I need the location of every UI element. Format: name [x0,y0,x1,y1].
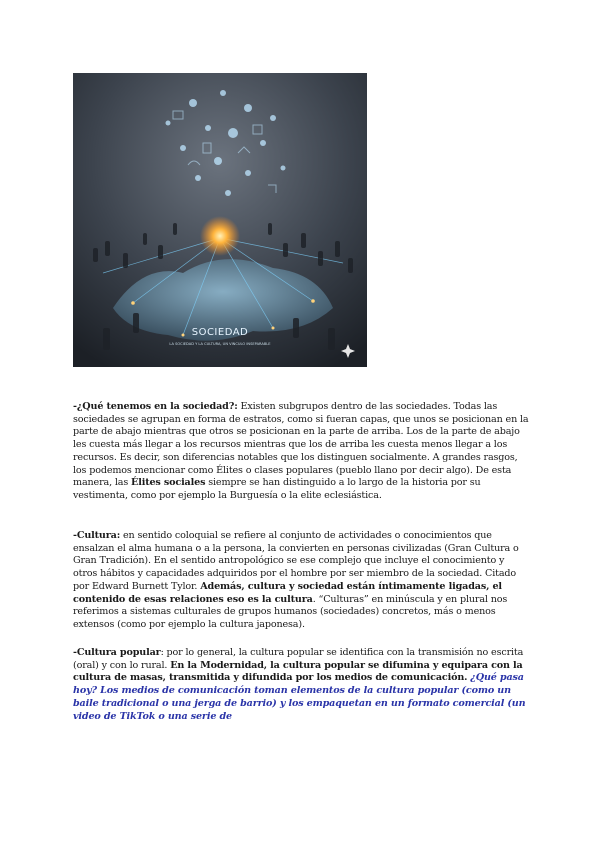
paragraph-text: siempre se han distinguido a lo largo de la historia por su vestimenta, como por ejemplo la Burguesía o la elite eclesiástica. [73,477,481,501]
paragraph-lead: -¿Qué tenemos en la sociedad?: [73,401,238,412]
paragraph-sociedad [73,401,531,503]
paragraph-text: Existen subgrupos dentro de las sociedades. Todas las sociedades se agrupan en forma de estratos, como si fueran capas, que unos se posicionan en la parte de abajo mientras que otros se posicionan en la parte de arriba. Los de la parte de abajo les cuesta más llegar a los recursos mientras que los de arriba les cuesta menos llegar a los recursos. Es decir, son diferencias notables que los distinguen socialmente. A grandes rasgos, los podemos mencionar como Élites o clases populares (pueblo llano por decir algo). De esta manera, las [73,401,529,489]
illustration-title: SOCIEDAD [191,327,249,338]
paragraph-bold: Además, cultura y sociedad están íntimamente ligadas, el contenido de esas relaciones eso es la cultura [73,580,502,605]
paragraph-bold: En la Modernidad, la cultura popular se difumina y equipara con la cultura de masas, transmitida y difundida por los medios de comunicación. [73,659,523,684]
society-illustration [73,73,367,367]
paragraph-lead: -Cultura: [73,530,121,541]
paragraph-bold: Élites sociales [131,477,206,489]
paragraph-highlight: ¿Qué pasa hoy? Los medios de comunicación toman elementos de la cultura popular (como un baile tradicional o una jerga de barrio) y los empaquetan en un formato comercial (un video de TikTok o una serie de [73,672,526,722]
paragraph-cultura [73,530,531,632]
society-illustration-art [73,73,367,367]
paragraph-text: . “Culturas” en minúscula y en plural nos referimos a sistemas culturales de grupos humanos (sociedades) concretos, más o menos extensos (como por ejemplo la cultura japonesa). [73,593,508,630]
paragraph-text: en sentido coloquial se refiere al conjunto de actividades o conocimientos que ensalzan el alma humana o a la persona, la convierten en personas civilizadas (Gran Cultura o Gran Tradición). En el sentido antropológico se ese complejo que incluye el conocimiento y otros hábitos y capacidades adquiridos por el hombre por ser miembro de la sociedad. Citado por Edward Burnett Tylor. [73,530,519,592]
paragraph-cultura-popular [73,647,531,723]
paragraph-lead: -Cultura popular [73,647,161,658]
paragraph-text: : por lo general, la cultura popular se identifica con la transmisión no escrita (oral) y con lo rural. [73,647,524,671]
illustration-subtitle: LA SOCIEDAD Y LA CULTURA, UN VINCULO INSEPARABLE [169,342,271,346]
